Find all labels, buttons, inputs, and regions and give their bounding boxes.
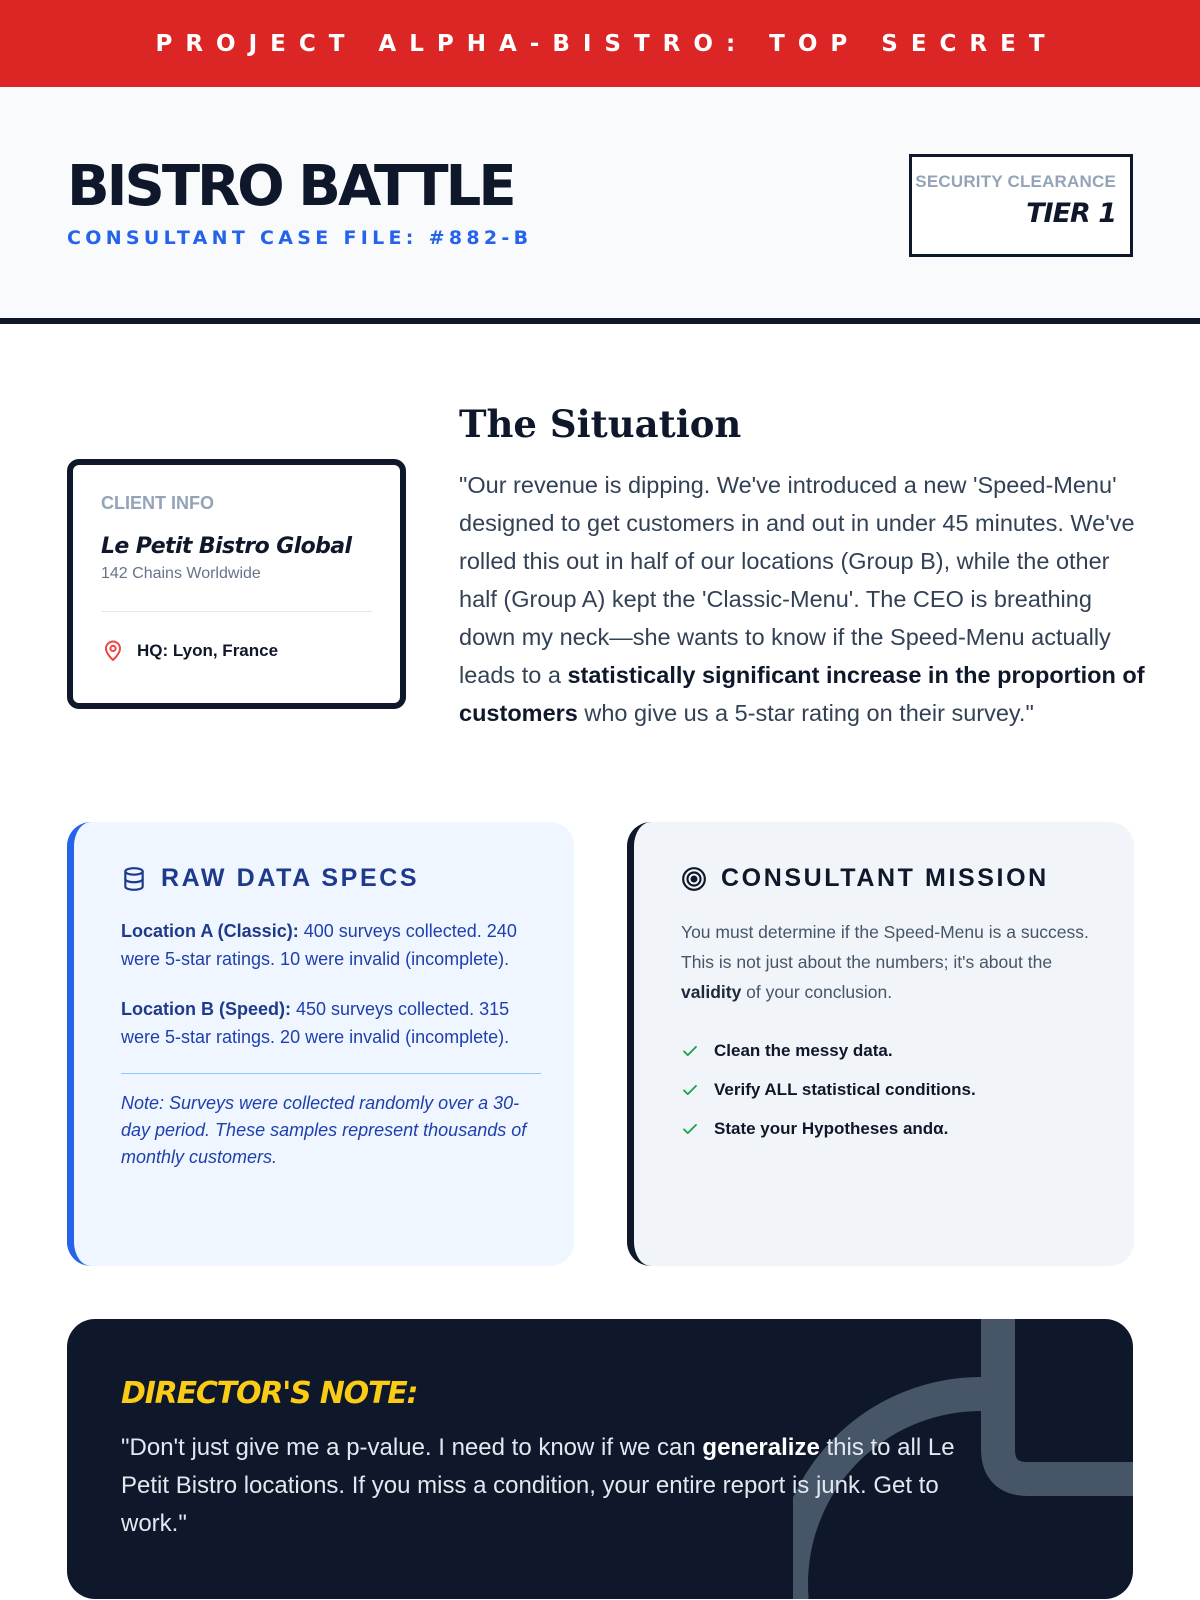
check-icon: [681, 1081, 699, 1099]
top-secret-banner: [0, 0, 1200, 87]
raw-data-divider: [121, 1073, 541, 1074]
case-file-subtitle: CONSULTANT CASE FILE: #882-B: [67, 227, 533, 249]
situation-text-emphasis: statistically significant increase in the proportion of customers: [459, 662, 1145, 726]
map-pin-icon: [101, 639, 125, 663]
client-hq-text: HQ: Lyon, France: [137, 641, 279, 660]
directors-note-title: DIRECTOR'S NOTE:: [121, 1376, 418, 1411]
check-icon: [681, 1120, 699, 1138]
client-info-label: CLIENT INFO: [101, 493, 214, 513]
consultant-mission-card: [627, 822, 1134, 1266]
checklist-item: [681, 1070, 1094, 1109]
location-b-text: 450 surveys collected. 315 were 5-star ratings. 20 were invalid (incomplete).: [121, 999, 510, 1047]
clearance-label: SECURITY CLEARANCE: [915, 172, 1116, 191]
situation-text-end: who give us a 5-star rating on their survey.": [577, 700, 1034, 726]
checklist-item-text: Clean the messy data.: [714, 1040, 893, 1060]
location-a-specs: [121, 917, 534, 973]
checklist-item: [681, 1031, 1094, 1070]
directors-note-emphasis: generalize: [702, 1434, 820, 1461]
raw-data-heading-text: RAW DATA SPECS: [161, 864, 420, 892]
client-chain-count: 142 Chains Worldwide: [101, 565, 261, 582]
mission-text: [681, 917, 1094, 1007]
page-title: BISTRO BATTLE: [67, 154, 514, 219]
mission-heading: [681, 864, 1094, 893]
directors-note-end: this to all Le Petit Bistro locations. If you miss a condition, your entire report is junk. Get to work.": [121, 1434, 955, 1537]
mission-text-end: of your conclusion.: [741, 982, 893, 1002]
client-hq: [101, 639, 372, 663]
situation-text: [459, 466, 1149, 732]
location-a-text: 400 surveys collected. 240 were 5-star ratings. 10 were invalid (incomplete).: [121, 921, 517, 969]
client-divider: [101, 611, 372, 612]
location-b-specs: [121, 995, 534, 1051]
database-icon: [121, 866, 147, 892]
mission-checklist: [681, 1031, 1094, 1148]
client-name: Le Petit Bistro Global: [101, 534, 352, 559]
banner-text: PROJECT ALPHA-BISTRO: TOP SECRET: [155, 30, 1058, 57]
location-b-label: Location B (Speed):: [121, 999, 291, 1019]
mission-text-emphasis: validity: [681, 982, 742, 1002]
clearance-value: TIER 1: [1026, 198, 1116, 229]
target-icon: [681, 866, 707, 892]
sampling-note: Note: Surveys were collected randomly over a 30-day period. These samples represent thousands of monthly customers.: [121, 1093, 527, 1167]
directors-note-text: [121, 1429, 961, 1543]
security-clearance-badge: [909, 154, 1133, 257]
checklist-item-text: State your Hypotheses andα.: [714, 1118, 949, 1138]
situation-text-start: "Our revenue is dipping. We've introduced a new 'Speed-Menu' designed to get customers in and out in under 45 minutes. We've rolled this out in half of our locations (Group B), while the other half (Group A) kept the 'Classic-Menu'. The CEO is breathing down my neck—she wants to know if the Speed-Menu actually leads to a: [459, 472, 1135, 688]
directors-note-start: "Don't just give me a p-value. I need to know if we can: [121, 1434, 703, 1461]
checklist-item: [681, 1109, 1094, 1148]
page-header: [0, 87, 1200, 324]
mission-text-start: You must determine if the Speed-Menu is a success. This is not just about the numbers; it's about the: [681, 922, 1089, 972]
location-a-label: Location A (Classic):: [121, 921, 299, 941]
raw-data-card: [67, 822, 574, 1266]
checklist-item-text: Verify ALL statistical conditions.: [714, 1079, 976, 1099]
mission-heading-text: CONSULTANT MISSION: [721, 864, 1049, 892]
check-icon: [681, 1042, 699, 1060]
situation-title: The Situation: [459, 402, 742, 446]
directors-note-panel: [67, 1319, 1133, 1599]
client-info-card: [67, 459, 406, 709]
raw-data-heading: [121, 864, 534, 893]
